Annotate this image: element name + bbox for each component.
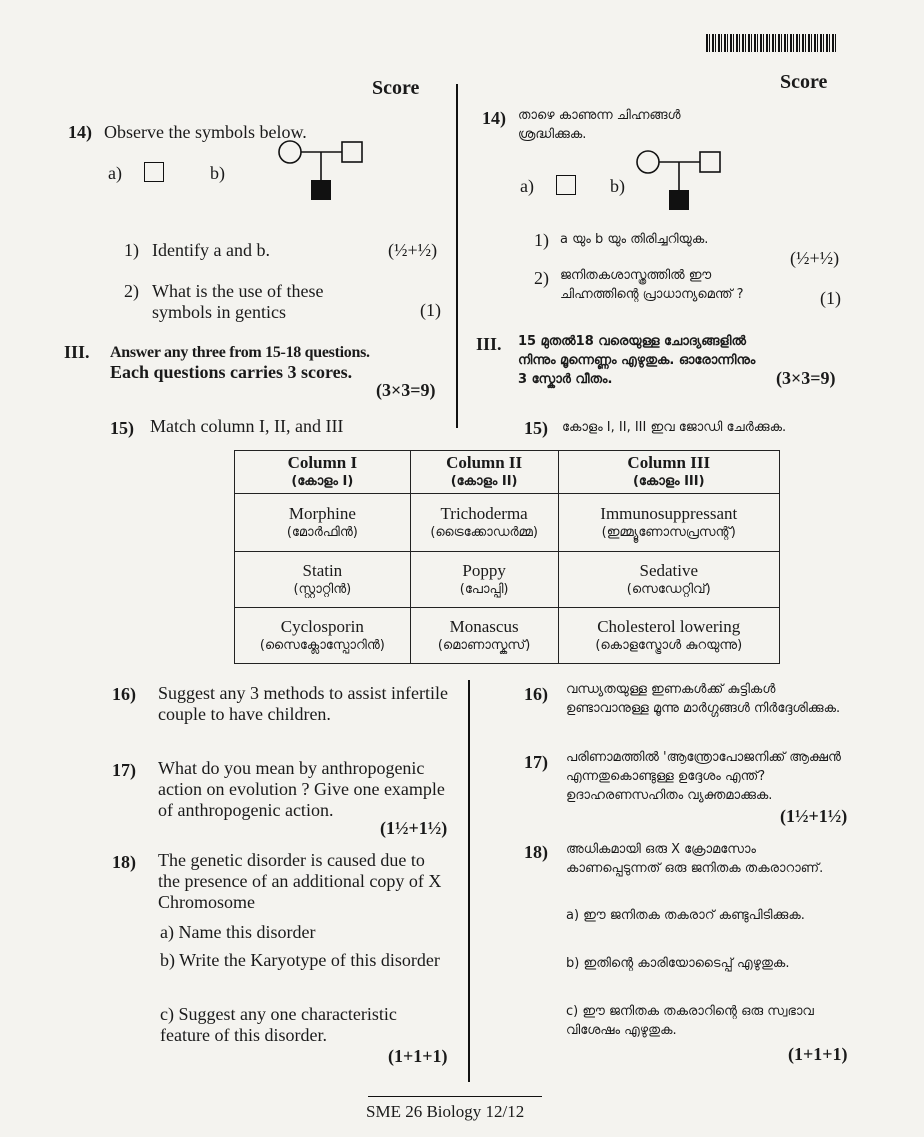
section3-ml-line3: 3 സ്കോർ വീതം. — [518, 372, 613, 387]
score-header-right: Score — [780, 71, 828, 93]
barcode — [706, 34, 838, 52]
q17-ml-text: പരിണാമത്തിൽ 'ആന്ത്രോപോജനിക്ക് ആക്ഷൻ എന്നതുകൊണ്ടുള്ള ഉദ്ദേശം എന്ത്? ഉദാഹരണസഹിതം വ്യക്തമാക്കുക. — [566, 750, 841, 803]
q18-en-number: 18) — [112, 852, 136, 872]
q18-ml-number: 18) — [524, 842, 548, 862]
q14-ml-sub1-score: (½+½) — [790, 248, 840, 268]
q18-ml-c: c) ഈ ജനിതക തകരാറിന്റെ ഒരു സ്വഭാവ വിശേഷം എഴുതുക. — [566, 1004, 814, 1038]
q18-ml-text: അധികമായി ഒരു X ക്രോമസോം കാണപ്പെടുന്നത് ഒരു ജനിതക തകരാറാണ്. — [566, 842, 824, 876]
q14-ml-text: താഴെ കാണുന്ന ചിഹ്നങ്ങൾ ശ്രദ്ധിക്കുക. — [518, 108, 681, 142]
q18-en-score: (1+1+1) — [388, 1046, 448, 1066]
match-table-cell: Statin (സ്റ്റാറ്റിൻ) — [235, 552, 411, 608]
q16-ml-number: 16) — [524, 684, 548, 704]
q18-en-text: The genetic disorder is caused due to the presence of an additional copy of X Chromosome — [158, 850, 442, 912]
pedigree-cross-symbol-ml — [634, 146, 724, 216]
q14-en-number: 14) — [68, 122, 92, 142]
column-divider-bottom — [468, 680, 470, 1082]
q18-ml-b: b) ഇതിന്റെ കാരിയോടൈപ്പ് എഴുതുക. — [566, 956, 790, 971]
q15-en-number: 15) — [110, 418, 134, 438]
score-header-left: Score — [372, 77, 420, 99]
q14-en-a-label: a) — [108, 163, 122, 183]
male-square-symbol-ml — [556, 175, 576, 195]
q17-ml-number: 17) — [524, 752, 548, 772]
match-table-header-cell: Column II (കോളം II) — [410, 451, 558, 494]
match-table-cell: Morphine (മോർഫിൻ) — [235, 494, 411, 552]
q14-ml-b-label: b) — [610, 176, 625, 196]
male-square-symbol — [144, 162, 164, 182]
section3-en-score: (3×3=9) — [376, 380, 436, 400]
q14-en-sub1-score: (½+½) — [388, 240, 438, 260]
pedigree-cross-symbol-en — [276, 136, 366, 206]
match-table-row — [235, 494, 780, 552]
q15-ml-text: കോളം I, II, III ഇവ ജോഡി ചേർക്കുക. — [562, 420, 787, 435]
q14-en-text: Observe the symbols below. — [104, 122, 307, 142]
q18-ml-score: (1+1+1) — [788, 1044, 848, 1064]
q17-en-score: (1½+1½) — [380, 818, 448, 838]
q14-ml-sub2-score: (1) — [820, 288, 841, 308]
section3-ml-score: (3×3=9) — [776, 368, 836, 388]
q18-en-a: a) Name this disorder — [160, 922, 316, 942]
q14-ml-a-label: a) — [520, 176, 534, 196]
match-table-cell: Immunosuppressant (ഇമ്മ്യൂണോസപ്രസന്റ്) — [558, 494, 779, 552]
q14-en-sub1-number: 1) — [124, 240, 139, 260]
q17-en-text: What do you mean by anthropogenic action on evolution ? Give one example of anthropogenic action. — [158, 758, 445, 820]
q14-ml-sub1-number: 1) — [534, 230, 549, 250]
q18-en-b: b) Write the Karyotype of this disorder — [160, 950, 440, 970]
q17-ml-score: (1½+1½) — [780, 806, 848, 826]
match-table-cell: Cyclosporin (സൈക്ലോസ്പോറിൻ) — [235, 608, 411, 664]
section3-en-line2: Each questions carries 3 scores. — [110, 362, 353, 382]
match-table-cell: Monascus (മൊണാസ്കസ്) — [410, 608, 558, 664]
q14-en-sub2-score: (1) — [420, 300, 441, 320]
q16-ml-text: വന്ധ്യതയുള്ള ഇണകൾക്ക് കുട്ടികൾ ഉണ്ടാവാനുള്ള മൂന്നു മാർഗ്ഗങ്ങൾ നിർദ്ദേശിക്കുക. — [566, 682, 841, 716]
q14-en-sub2-text: What is the use of these symbols in gentics — [152, 281, 324, 322]
match-table-cell: Cholesterol lowering (കൊളസ്ട്രോൾ കുറയുന്നു) — [558, 608, 779, 664]
q18-en-c: c) Suggest any one characteristic feature of this disorder. — [160, 1004, 397, 1045]
column-divider-top — [456, 84, 458, 428]
match-table-row — [235, 552, 780, 608]
section3-en-line1: Answer any three from 15-18 questions. — [110, 344, 370, 361]
q15-en-text: Match column I, II, and III — [150, 416, 344, 436]
match-table-cell: Poppy (പോപ്പി) — [410, 552, 558, 608]
q14-ml-sub2-text: ജനിതകശാസ്ത്രത്തിൽ ഈ ചിഹ്നത്തിന്റെ പ്രാധാന്യമെന്ത് ? — [560, 268, 744, 302]
q14-en-b-label: b) — [210, 163, 225, 183]
section3-ml-line2: നിന്നും മൂന്നെണ്ണം എഴുതുക. ഓരോന്നിനും — [518, 353, 756, 368]
q15-ml-number: 15) — [524, 418, 548, 438]
q14-en-sub1-text: Identify a and b. — [152, 240, 270, 260]
q14-ml-number: 14) — [482, 108, 506, 128]
footer-rule — [368, 1096, 542, 1097]
q14-ml-sub1-text: a യും b യും തിരിച്ചറിയുക. — [560, 232, 709, 247]
match-table-header-cell: Column III (കോളം III) — [558, 451, 779, 494]
match-table-cell: Sedative (സെഡേറ്റിവ്) — [558, 552, 779, 608]
q16-en-number: 16) — [112, 684, 136, 704]
q18-ml-a: a) ഈ ജനിതക തകരാറ് കണ്ടുപിടിക്കുക. — [566, 908, 805, 923]
section3-ml-number: III. — [476, 334, 502, 354]
section3-ml-line1: 15 മുതൽ18 വരെയുള്ള ചോദ്യങ്ങളിൽ — [518, 334, 746, 349]
match-table-cell: Trichoderma (ട്രൈക്കോഡർമ്മ) — [410, 494, 558, 552]
q17-en-number: 17) — [112, 760, 136, 780]
match-table-row — [235, 608, 780, 664]
section3-en-number: III. — [64, 342, 90, 362]
match-table-header-cell: Column I (കോളം I) — [235, 451, 411, 494]
match-table-header-row — [235, 451, 780, 494]
q14-en-sub2-number: 2) — [124, 281, 139, 301]
q16-en-text: Suggest any 3 methods to assist infertile couple to have children. — [158, 683, 448, 724]
page-footer: SME 26 Biology 12/12 — [366, 1102, 525, 1121]
q14-ml-sub2-number: 2) — [534, 268, 549, 288]
match-table — [234, 450, 780, 664]
